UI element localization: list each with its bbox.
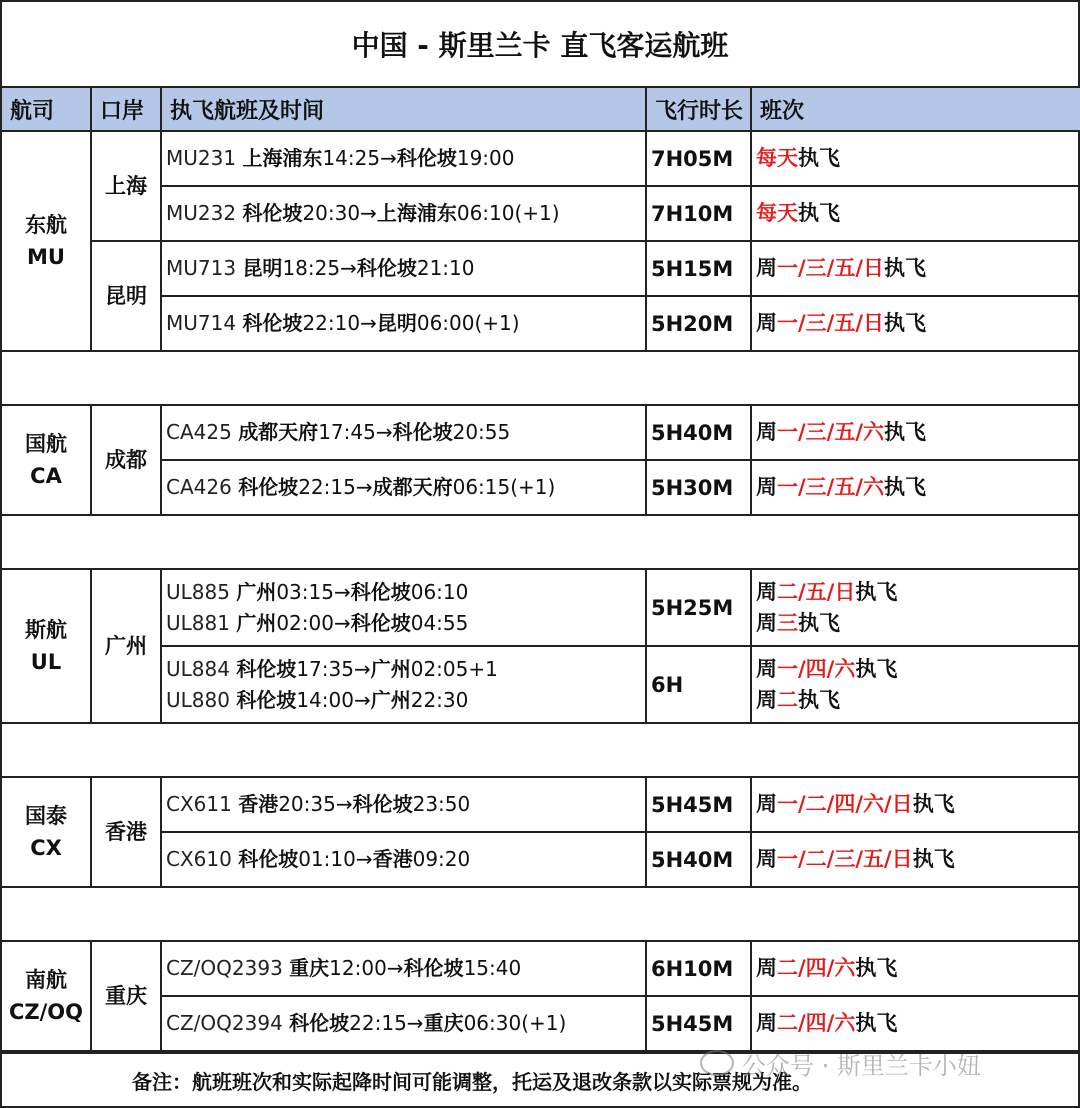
flight-code: UL881 (166, 610, 237, 635)
flight-code: CX611 (166, 792, 239, 816)
frequency-days: 三 (777, 610, 798, 635)
duration-value: 5H40M (651, 420, 734, 445)
column-header-label: 航司 (10, 98, 55, 124)
frequency-days: 一/四/六 (777, 656, 856, 681)
frequency-days: 一/三/五/六 (777, 475, 885, 499)
spacer-row (0, 888, 1080, 940)
column-header (90, 86, 162, 132)
city-name: 科伦坡 (350, 579, 411, 604)
frequency-days: 一/二/四/六/日 (777, 792, 913, 816)
frequency-text: 执飞 (884, 311, 927, 335)
flight-time: 19:00 (456, 146, 515, 170)
port-cell (90, 568, 162, 724)
frequency-days: 一/三/五/日 (777, 311, 885, 335)
flight-line (166, 654, 645, 685)
flight-time: 14:25→ (322, 146, 397, 170)
frequency-text: 执飞 (798, 687, 840, 712)
frequency-line (756, 253, 1078, 284)
flight-line (166, 143, 645, 174)
duration-value: 6H10M (651, 956, 734, 981)
frequency-cell (750, 831, 1080, 888)
frequency-cell (750, 240, 1080, 297)
city-name: 成都天府 (238, 420, 319, 444)
port-name: 昆明 (105, 284, 147, 308)
duration-value: 5H45M (651, 1011, 734, 1036)
frequency-line (756, 1008, 1078, 1039)
city-name: 科伦坡 (242, 201, 303, 225)
city-name: 科伦坡 (236, 656, 297, 681)
frequency-text: 周 (756, 610, 777, 635)
duration-value: 5H45M (651, 792, 734, 817)
flight-time: 06:00(+1) (416, 311, 520, 335)
frequency-cell (750, 568, 1080, 647)
flight-line (166, 953, 645, 984)
frequency-days: 二 (777, 687, 798, 712)
frequency-days: 二/四/六 (777, 1011, 856, 1035)
frequency-text: 执飞 (855, 579, 898, 604)
flight-line (166, 789, 645, 820)
flight-time: 06:15(+1) (452, 475, 556, 499)
flight-time: 20:30→ (302, 201, 377, 225)
flight-line (166, 577, 645, 608)
duration-cell (645, 645, 752, 724)
flight-line (166, 1008, 645, 1039)
column-header (160, 86, 647, 132)
frequency-line (756, 472, 1078, 503)
flight-code: CA425 (166, 420, 239, 444)
flight-line (166, 608, 645, 639)
flight-code: CA426 (166, 475, 239, 499)
flight-time: 01:10→ (298, 847, 373, 871)
flight-cell (160, 404, 647, 461)
frequency-line (756, 308, 1078, 339)
frequency-text: 周 (756, 847, 777, 871)
flight-time: 02:05+1 (410, 656, 498, 681)
flight-code: MU714 (166, 311, 243, 335)
flight-code: UL880 (166, 687, 237, 712)
flight-cell (160, 940, 647, 997)
flight-time: 20:55 (452, 420, 511, 444)
frequency-cell (750, 185, 1080, 242)
frequency-line (756, 953, 1078, 984)
wechat-icon (700, 1050, 734, 1076)
city-name: 成都天府 (372, 475, 453, 499)
airline-code: CA (30, 464, 62, 488)
port-name: 香港 (105, 820, 147, 844)
flight-line (166, 844, 645, 875)
city-name: 香港 (372, 847, 413, 871)
flight-time: 22:30 (410, 687, 469, 712)
column-header-label: 口岸 (100, 98, 145, 124)
airline-label (9, 964, 83, 1028)
frequency-text: 周 (756, 687, 777, 712)
frequency-text: 执飞 (855, 1011, 898, 1035)
duration-cell (645, 130, 752, 187)
flight-cell (160, 130, 647, 187)
flight-code: CZ/OQ2393 (166, 956, 290, 980)
spacer-row (0, 352, 1080, 404)
city-name: 香港 (238, 792, 279, 816)
duration-value: 6H (651, 672, 684, 697)
duration-cell (645, 240, 752, 297)
city-name: 科伦坡 (350, 610, 411, 635)
frequency-text: 周 (756, 1011, 777, 1035)
duration-cell (645, 295, 752, 352)
frequency-text: 执飞 (798, 146, 840, 170)
airline-label (25, 800, 67, 864)
column-header (645, 86, 752, 132)
spacer-row (0, 724, 1080, 776)
frequency-days: 一/三/五/日 (777, 256, 885, 280)
flight-line (166, 685, 645, 716)
flight-time: 06:10(+1) (456, 201, 560, 225)
airline-code: CX (30, 836, 62, 860)
city-name: 重庆 (423, 1011, 464, 1035)
duration-value: 5H15M (651, 256, 734, 281)
city-name: 上海浦东 (242, 146, 323, 170)
frequency-days: 二/五/日 (777, 579, 856, 604)
city-name: 科伦坡 (238, 847, 299, 871)
frequency-text: 周 (756, 256, 777, 280)
duration-cell (645, 776, 752, 833)
frequency-text: 周 (756, 579, 777, 604)
frequency-text: 执飞 (884, 475, 927, 499)
flight-code: MU231 (166, 146, 243, 170)
airline-name: 国航 (25, 432, 67, 456)
airline-code: UL (30, 650, 62, 674)
city-name: 科伦坡 (356, 256, 417, 280)
city-name: 广州 (236, 579, 277, 604)
flight-code: MU232 (166, 201, 243, 225)
flight-time: 12:00→ (329, 956, 404, 980)
flight-time: 02:00→ (276, 610, 351, 635)
city-name: 科伦坡 (396, 146, 457, 170)
flight-time: 21:10 (416, 256, 475, 280)
frequency-text: 周 (756, 956, 777, 980)
flight-time: 22:15→ (349, 1011, 424, 1035)
port-cell (90, 940, 162, 1052)
city-name: 科伦坡 (238, 475, 299, 499)
port-cell (90, 776, 162, 888)
footnote: 备注：航班班次和实际起降时间可能调整，托运及退改条款以实际票规为准。 (0, 1052, 1080, 1108)
duration-cell (645, 940, 752, 997)
city-name: 科伦坡 (289, 1011, 350, 1035)
city-name: 广州 (236, 610, 277, 635)
frequency-cell (750, 130, 1080, 187)
frequency-line (756, 143, 1078, 174)
airline-code: MU (27, 245, 65, 269)
duration-value: 5H30M (651, 475, 734, 500)
page-title: 中国 - 斯里兰卡 直飞客运航班 (0, 0, 1080, 88)
flight-time: 17:45→ (318, 420, 393, 444)
flight-line (166, 417, 645, 448)
airline-cell (0, 130, 92, 352)
frequency-text: 执飞 (798, 201, 840, 225)
flight-time: 17:35→ (296, 656, 371, 681)
frequency-cell (750, 645, 1080, 724)
city-name: 广州 (370, 687, 411, 712)
frequency-line (756, 844, 1078, 875)
frequency-text: 周 (756, 792, 777, 816)
frequency-cell (750, 940, 1080, 997)
column-header (750, 86, 1080, 132)
city-name: 广州 (370, 656, 411, 681)
flight-time: 14:00→ (296, 687, 371, 712)
airline-name: 东航 (25, 213, 67, 237)
flight-time: 22:15→ (298, 475, 373, 499)
city-name: 重庆 (289, 956, 330, 980)
duration-value: 7H10M (651, 201, 734, 226)
duration-cell (645, 404, 752, 461)
frequency-text: 周 (756, 475, 777, 499)
flight-time: 20:35→ (278, 792, 353, 816)
flight-line (166, 308, 645, 339)
city-name: 科伦坡 (242, 311, 303, 335)
city-name: 上海浦东 (376, 201, 457, 225)
city-name: 科伦坡 (236, 687, 297, 712)
frequency-text: 周 (756, 420, 777, 444)
frequency-cell (750, 295, 1080, 352)
duration-cell (645, 831, 752, 888)
duration-value: 5H25M (651, 595, 734, 620)
city-name: 昆明 (376, 311, 417, 335)
duration-cell (645, 459, 752, 516)
frequency-line (756, 685, 1078, 716)
flight-code: CX610 (166, 847, 239, 871)
flight-cell (160, 459, 647, 516)
frequency-days: 一/二/三/五/日 (777, 847, 913, 871)
frequency-line (756, 198, 1078, 229)
frequency-cell (750, 459, 1080, 516)
frequency-days: 每天 (756, 201, 798, 225)
frequency-text: 执飞 (912, 847, 955, 871)
duration-value: 5H20M (651, 311, 734, 336)
frequency-days: 二/四/六 (777, 956, 856, 980)
flight-time: 15:40 (463, 956, 522, 980)
airline-code: CZ/OQ (8, 1000, 83, 1024)
flight-code: UL884 (166, 656, 237, 681)
port-name: 广州 (105, 634, 147, 658)
flight-code: CZ/OQ2394 (166, 1011, 290, 1035)
column-header (0, 86, 92, 132)
column-header-label: 飞行时长 (655, 98, 744, 124)
flight-cell (160, 240, 647, 297)
flight-code: MU713 (166, 256, 243, 280)
city-name: 科伦坡 (403, 956, 464, 980)
frequency-line (756, 654, 1078, 685)
airline-label (25, 209, 67, 273)
flight-time: 23:50 (412, 792, 471, 816)
spacer-row (0, 516, 1080, 568)
duration-value: 5H40M (651, 847, 734, 872)
port-name: 重庆 (105, 984, 147, 1008)
frequency-text: 执飞 (798, 610, 840, 635)
airline-name: 南航 (24, 968, 67, 992)
flight-line (166, 253, 645, 284)
frequency-line (756, 417, 1078, 448)
frequency-text: 执飞 (912, 792, 955, 816)
airline-label (25, 428, 67, 492)
city-name: 科伦坡 (392, 420, 453, 444)
frequency-text: 周 (756, 311, 777, 335)
port-cell (90, 130, 162, 242)
flight-line (166, 472, 645, 503)
duration-value: 7H05M (651, 146, 734, 171)
flight-line (166, 198, 645, 229)
airline-cell (0, 568, 92, 724)
flight-time: 06:30(+1) (463, 1011, 567, 1035)
port-name: 上海 (105, 174, 147, 198)
frequency-text: 执飞 (884, 256, 927, 280)
frequency-cell (750, 776, 1080, 833)
port-cell (90, 240, 162, 352)
flight-time: 04:55 (410, 610, 469, 635)
frequency-text: 执飞 (884, 420, 927, 444)
frequency-text: 执飞 (855, 656, 898, 681)
frequency-cell (750, 404, 1080, 461)
frequency-line (756, 608, 1078, 639)
frequency-days: 一/三/五/六 (777, 420, 885, 444)
flight-cell (160, 831, 647, 888)
frequency-text: 周 (756, 656, 777, 681)
duration-cell (645, 568, 752, 647)
flight-cell (160, 645, 647, 724)
airline-name: 国泰 (25, 804, 67, 828)
city-name: 科伦坡 (352, 792, 413, 816)
port-cell (90, 404, 162, 516)
flight-code: UL885 (166, 579, 237, 604)
flight-cell (160, 995, 647, 1052)
airline-cell (0, 940, 92, 1052)
column-header-label: 执飞航班及时间 (170, 98, 325, 124)
duration-cell (645, 185, 752, 242)
watermark-text: 公众号 · 斯里兰卡小妞 (742, 1051, 981, 1080)
frequency-days: 每天 (756, 146, 798, 170)
port-name: 成都 (105, 448, 147, 472)
flight-cell (160, 185, 647, 242)
airline-cell (0, 404, 92, 516)
airline-cell (0, 776, 92, 888)
flight-time: 22:10→ (302, 311, 377, 335)
flight-time: 09:20 (412, 847, 471, 871)
flight-time: 18:25→ (282, 256, 357, 280)
frequency-line (756, 789, 1078, 820)
frequency-line (756, 577, 1078, 608)
airline-label (25, 614, 67, 678)
column-header-label: 班次 (760, 98, 805, 124)
watermark (700, 1043, 1060, 1083)
city-name: 昆明 (242, 256, 283, 280)
flight-time: 03:15→ (276, 579, 351, 604)
flight-cell (160, 776, 647, 833)
frequency-text: 执飞 (855, 956, 898, 980)
flight-cell (160, 568, 647, 647)
airline-name: 斯航 (25, 618, 67, 642)
flight-cell (160, 295, 647, 352)
flight-time: 06:10 (410, 579, 469, 604)
